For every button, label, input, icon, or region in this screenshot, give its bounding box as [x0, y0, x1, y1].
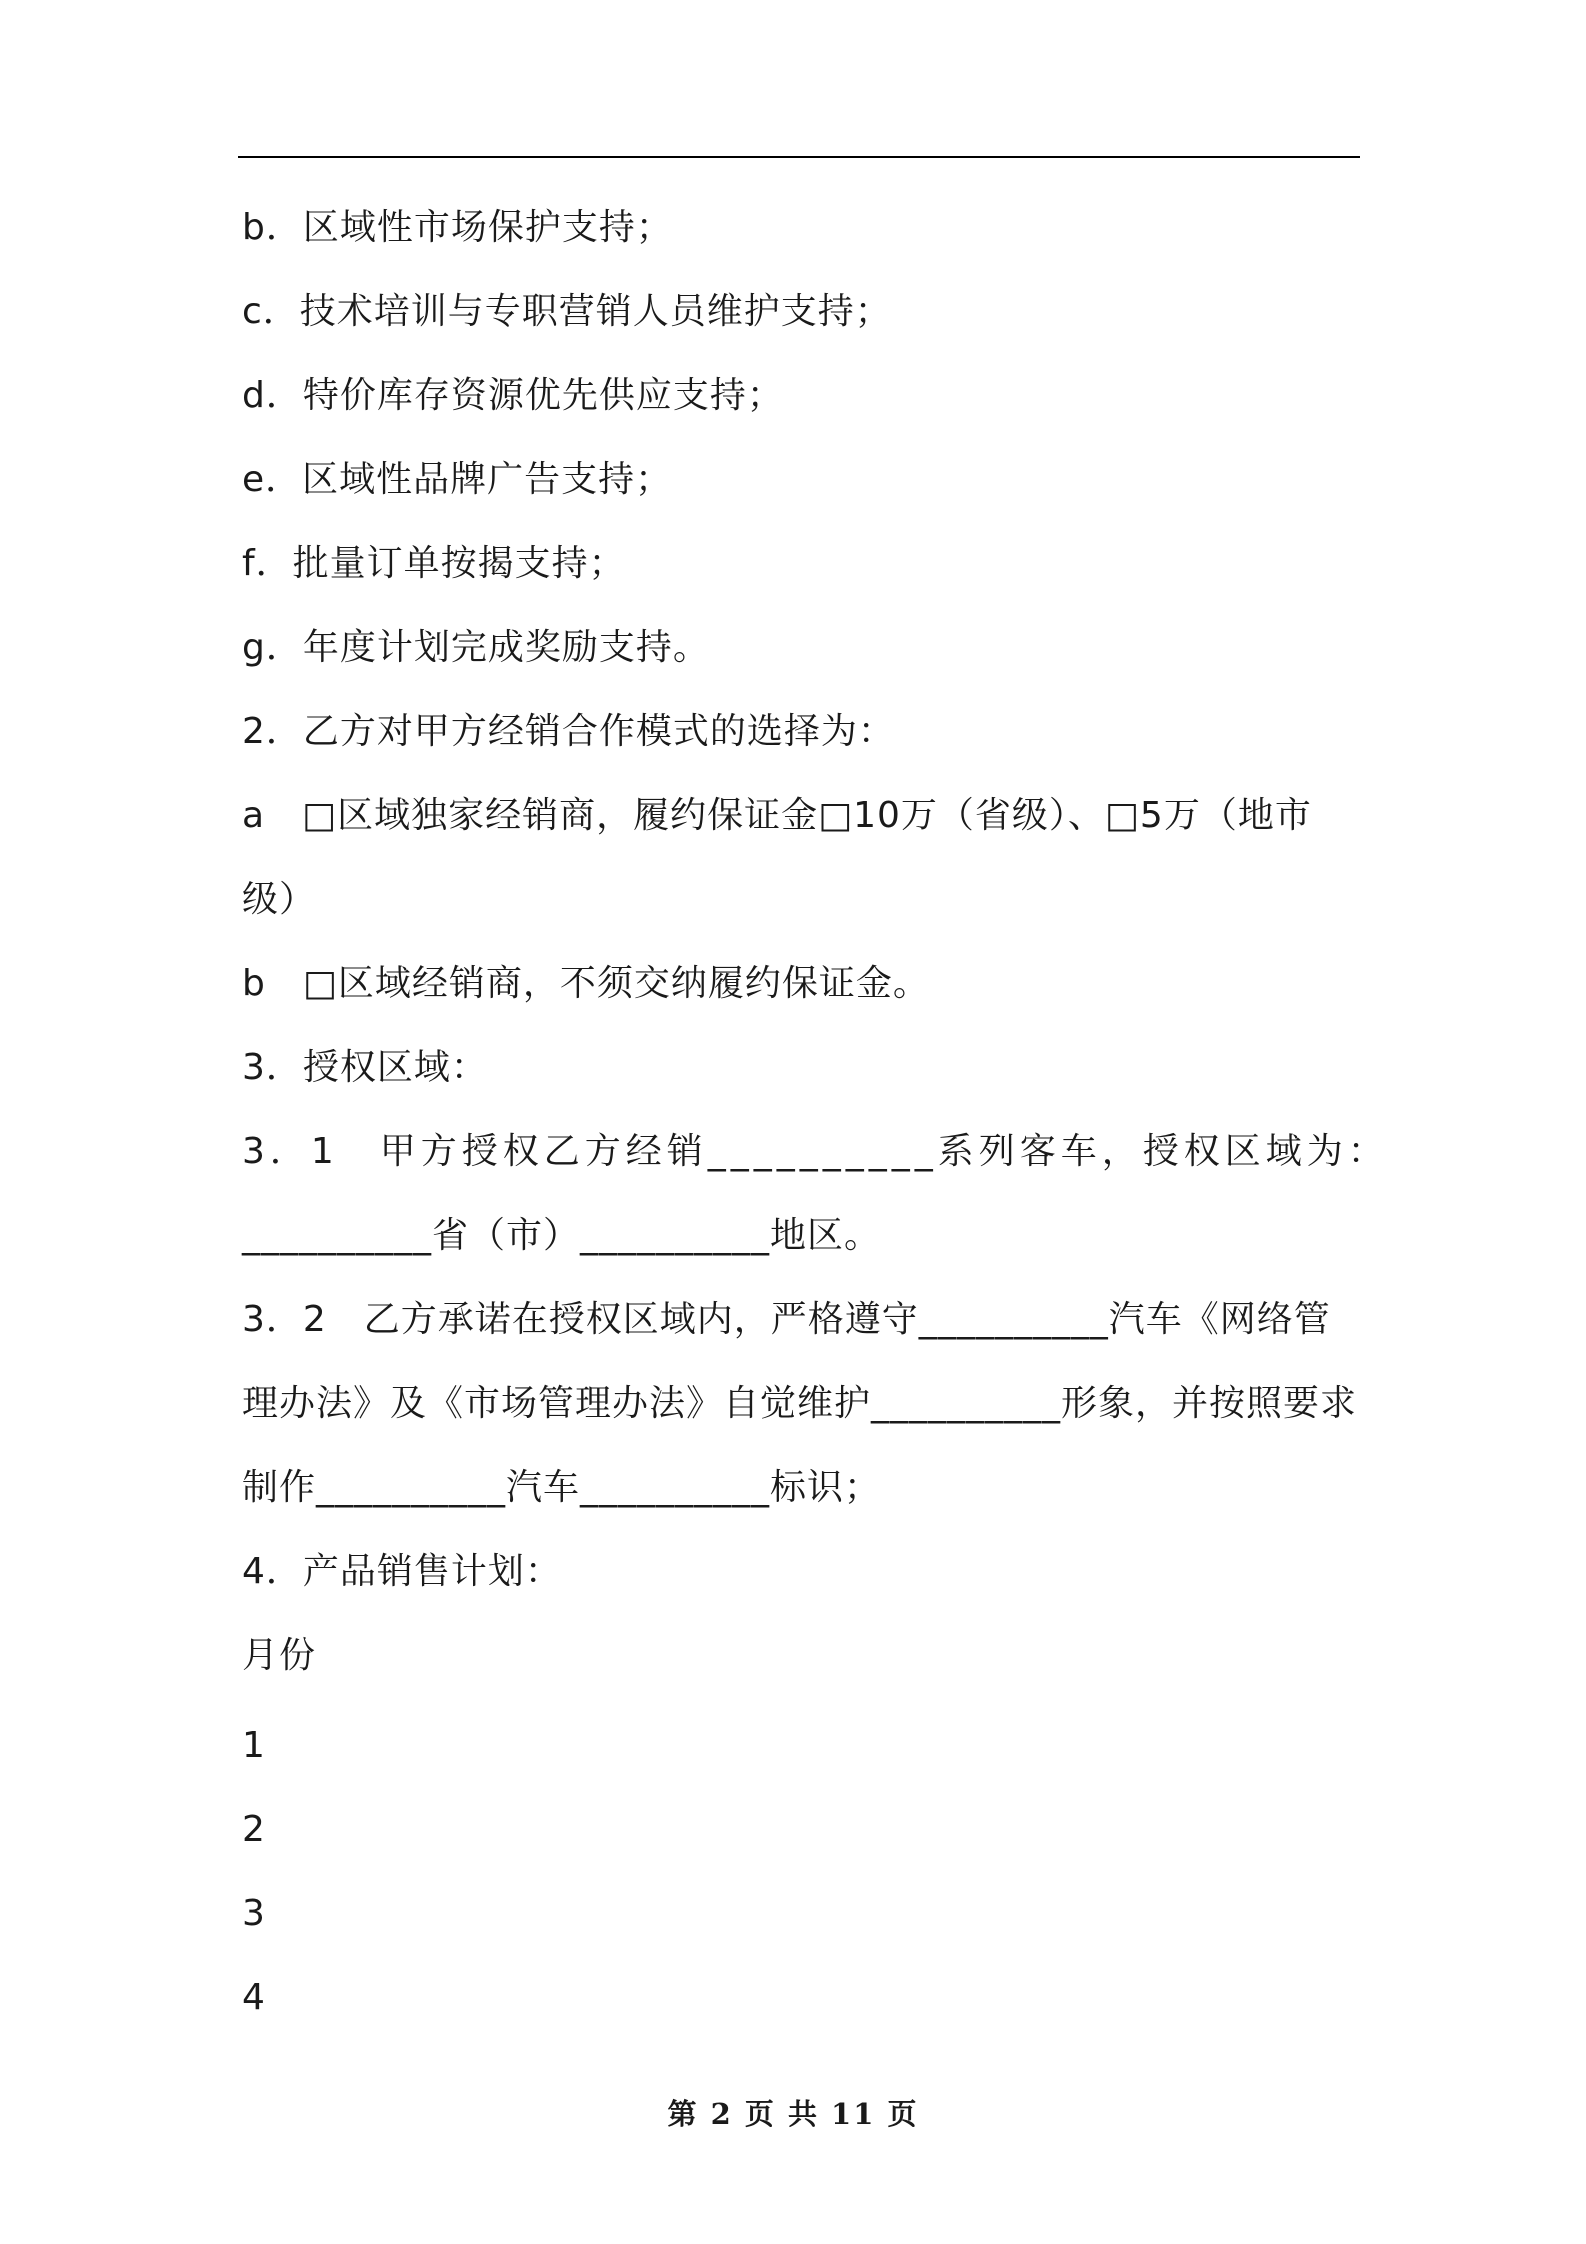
page-number: 第 2 页 共 11 页 — [667, 2097, 919, 2131]
text-line: d．特价库存资源优先供应支持； — [242, 375, 784, 416]
header-rule — [238, 156, 1360, 158]
text-line: 月份 — [242, 1635, 317, 1676]
text-line: 3．授权区域： — [242, 1047, 488, 1088]
text-line: __________省（市）__________地区。 — [242, 1215, 882, 1256]
text-line: 1 — [242, 1725, 266, 1766]
text-line: b．区域性市场保护支持； — [242, 207, 673, 248]
text-line: b □区域经销商，不须交纳履约保证金。 — [242, 963, 930, 1004]
text-line: 级） — [242, 879, 317, 920]
text-line: c．技术培训与专职营销人员维护支持； — [242, 291, 892, 332]
text-line: 2 — [242, 1809, 266, 1850]
text-line: 理办法》及《市场管理办法》自觉维护__________形象，并按照要求 — [242, 1383, 1358, 1424]
text-line: 4．产品销售计划： — [242, 1551, 562, 1592]
text-line: 2．乙方对甲方经销合作模式的选择为： — [242, 711, 895, 752]
text-line: e．区域性品牌广告支持； — [242, 459, 673, 500]
text-line: 制作__________汽车__________标识； — [242, 1467, 882, 1508]
text-line: 3．2 乙方承诺在授权区域内，严格遵守__________汽车《网络管 — [242, 1299, 1331, 1340]
text-line: 3 — [242, 1893, 266, 1934]
text-line: 3．1 甲方授权乙方经销__________系列客车，授权区域为： — [242, 1131, 1389, 1172]
text-line: g．年度计划完成奖励支持。 — [242, 627, 710, 668]
text-line: f．批量订单按揭支持； — [242, 543, 626, 584]
text-line: 4 — [242, 1977, 266, 2018]
text-line: a □区域独家经销商，履约保证金□10万（省级）、□5万（地市 — [242, 795, 1312, 836]
